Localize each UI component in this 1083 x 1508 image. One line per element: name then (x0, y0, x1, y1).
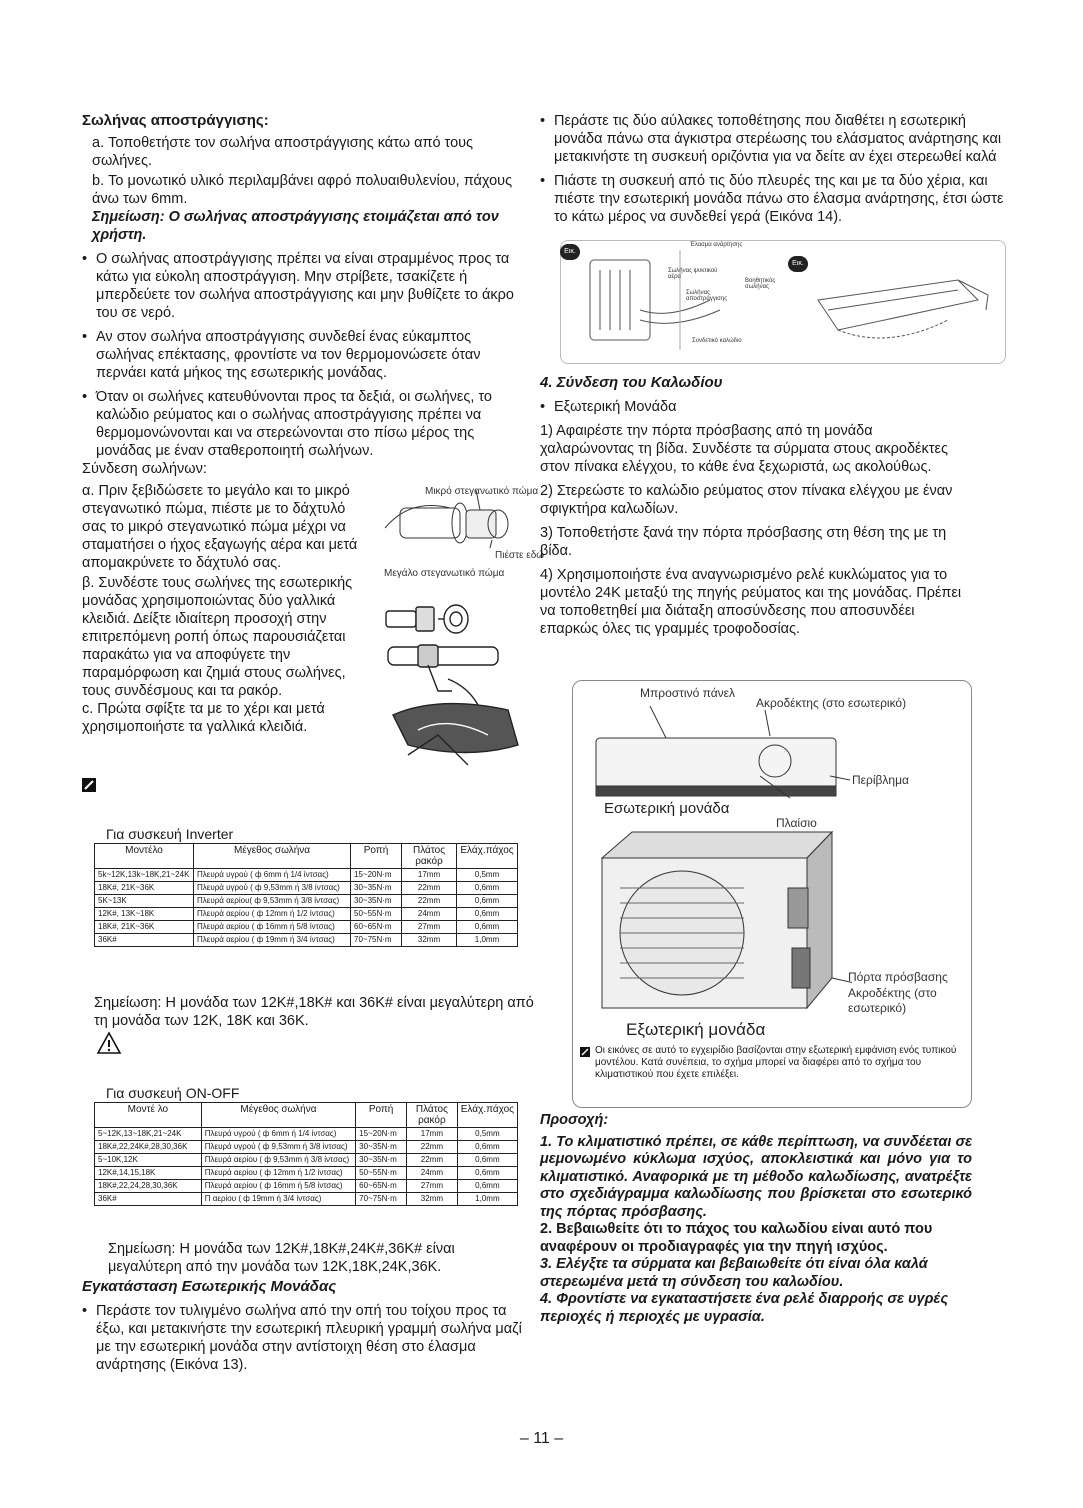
table-row (95, 921, 518, 934)
table-row (95, 869, 518, 882)
note-icon (82, 778, 96, 792)
cell: 0,6mm (457, 1167, 517, 1180)
outdoor-unit-drawing (592, 828, 852, 1018)
wrench-illustration (378, 595, 538, 770)
cell: 5k~12K,13k~18K,21~24K (95, 869, 194, 882)
caution-num-4: 4. (540, 1291, 553, 1307)
table-row (95, 895, 518, 908)
cell: 0,6mm (457, 908, 518, 921)
cell: 18K#, 21K~36K (95, 882, 194, 895)
caution-num-3: 3. (540, 1256, 553, 1272)
cell: Πλευρά αερίου ( ф 12mm ή 1/2 ίντσας) (194, 908, 351, 921)
cell: 24mm (407, 1167, 458, 1180)
pipe-step-a: α. Πριν ξεβιδώσετε το μεγάλο και το μικρό στεγανωτικό πώμα, πιέστε με το δάχτυλό σας το μικρό στεγανωτικό πώμα μέχρι να σταματήσει ο ήχος εξαγωγής αέρα και μετά απομακρύνετε το δάχτυλό σας. (82, 483, 358, 571)
cell: 12K#,14,15,18K (95, 1167, 202, 1180)
cell: 22mm (407, 1141, 458, 1154)
fig13-label-1: Έλασμα ανάρτησης (690, 242, 743, 248)
table-row (95, 882, 518, 895)
cell: 18K#,22,24,28,30,36K (95, 1180, 202, 1193)
cell: 27mm (407, 1180, 458, 1193)
inverter-title: Για συσκευή Inverter (106, 826, 234, 842)
pipe-step-b: β. Συνδέστε τους σωλήνες της εσωτερικής μονάδας χρησιμοποιώντας δύο γαλλικά κλειδιά. Δείξτε ιδιαίτερη προσοχή στην επιτρεπόμενη ροπή όπως παρουσιάζεται παρακάτω για να αποφύγετε την παραμόρφωση και ζημιά στους σωλήνες, τους συνδέσμους και τα ρακόρ. (82, 575, 353, 699)
caution-text-1: Το κλιματιστικό πρέπει, σε κάθε περίπτωση, να συνδέεται σε μεμονωμένο κύκλωμα ισχύος, αποκλειστικά και μόνο για το κλιματιστικό. Αναφορικά με τη μέθοδο καλωδίωσης, ανατρέξτε στο σχεδιάγραμμα καλωδίωσης που βρίσκεται στο εσωτερικό της πόρτας πρόσβασης. (540, 1133, 973, 1220)
label-small-cap: Μικρό στεγανωτικό πώμα (425, 486, 539, 497)
cell: Πλευρά αερίου ( ф 16mm ή 5/8 ίντσας) (201, 1180, 355, 1193)
caution-item-1 (540, 1134, 972, 1222)
drain-bullet-2: • Αν στον σωλήνα αποστράγγισης συνδεθεί ένας εύκαμπτος σωλήνας επέκτασης, φροντίστε να τον θερμομονώσετε όταν περνάει κατά μήκος της εσωτερικής μονάδας. (82, 328, 522, 382)
drain-item-b: b. Το μονωτικό υλικό περιλαμβάνει αφρό πολυαιθυλενίου, πάχους άνω των 6mm. (92, 173, 513, 207)
cable-step-1: 1) Αφαιρέστε την πόρτα πρόσβασης από τη μονάδα χαλαρώνοντας τη βίδα. Συνδέστε τα σύρματα στους ακροδέκτες στον πίνακα ελέγχου, το κάθε ένα ξεχωριστά, ως ακολούθως. (540, 423, 948, 475)
caution-item-3 (540, 1256, 972, 1291)
cell: Πλευρά αερίου( ф 9,53mm ή 3/8 ίντσας) (194, 895, 351, 908)
cell: 17mm (402, 869, 457, 882)
table-row (95, 934, 518, 947)
label-casing: Περίβλημα (852, 773, 909, 787)
cell: 5~10K,12K (95, 1154, 202, 1167)
cell: Πλευρά υγρού ( ф 9,53mm ή 3/8 ίντσας) (194, 882, 351, 895)
label-frame: Πλαίσιο (776, 816, 817, 830)
table-row (95, 908, 518, 921)
label-large-cap: Μεγάλο στεγανωτικό πώμα (384, 568, 505, 579)
drain-note: Σημείωση: Ο σωλήνας αποστράγγισης ετοιμάζεται από τον χρήστη. (92, 209, 499, 243)
cell: Πλευρά υγρού ( ф 9,53mm ή 3/8 ίντσας) (201, 1141, 355, 1154)
cell: 1,0mm (457, 1193, 517, 1206)
table-row (95, 1180, 518, 1193)
inverter-col-model: Μοντέλο (95, 844, 194, 869)
cell: 5K~13K (95, 895, 194, 908)
fig13-label-3: Σωλήνας αποστράγγισης (686, 290, 728, 302)
cell: Πλευρά υγρού ( ф 6mm ή 1/4 ίντσας) (194, 869, 351, 882)
caution-num-1: 1. (540, 1133, 553, 1150)
cell: 32mm (407, 1193, 458, 1206)
outdoor-unit-bullet: • Εξωτερική Μονάδα (540, 398, 970, 416)
cell: 36K# (95, 1193, 202, 1206)
cell: 70~75N·m (351, 934, 402, 947)
fig13-label-2: Σωλήνας ψυκτικού αέρα (668, 268, 718, 280)
fig13-label-5: Συνδετικό καλώδιο (692, 338, 742, 344)
cell: 0,5mm (457, 1128, 517, 1141)
warning-icon (96, 1031, 122, 1055)
cell: 50~55N·m (351, 908, 402, 921)
cell: Π αερίου ( ф 19mm ή 3/4 ίντσας) (201, 1193, 355, 1206)
cell: 30~35N·m (351, 882, 402, 895)
inverter-table (94, 843, 518, 947)
inverter-header-row (95, 844, 518, 869)
cell: 15~20N·m (356, 1128, 407, 1141)
fig14-tag: Εικ. 14 (788, 256, 808, 272)
table-row (95, 1141, 518, 1154)
cell: 0,6mm (457, 1154, 517, 1167)
cell: 0,6mm (457, 1141, 517, 1154)
cell: 18K#, 21K~36K (95, 921, 194, 934)
caution-text-2: Βεβαιωθείτε ότι το πάχος του καλωδίου είναι αυτό που αναφέρουν οι προδιαγραφές για την πηγή ισχύος. (540, 1221, 933, 1255)
cell: 36K# (95, 934, 194, 947)
cable-step-4: 4) Χρησιμοποιήστε ένα αναγνωρισμένο ρελέ κυκλώματος για το μοντέλο 24K μεταξύ της πηγής ρεύματος και της μονάδας. Πρέπει να τοποθετηθεί μια διάταξη αποσύνδεσης που αποσυνδέει επαρκώς όλες τις γραμμές τροφοδοσίας. (540, 567, 962, 637)
onoff-col-model: Μοντέ λο (95, 1103, 202, 1128)
cell: 50~55N·m (356, 1167, 407, 1180)
caution-text-3: Ελέγξτε τα σύρματα και βεβαιωθείτε ότι είναι όλα καλά στερεωμένα μετά τη σύνδεση του καλωδίου. (540, 1256, 928, 1290)
cell: 30~35N·m (356, 1141, 407, 1154)
cell: 5~12K,13~18K,21~24K (95, 1128, 202, 1141)
caution-heading: Προσοχή: (540, 1112, 609, 1128)
drain-bullet-3: • Όταν οι σωλήνες κατευθύνονται προς τα δεξιά, οι σωλήνες, το καλώδιο ρεύματος και ο σωλήνας αποστράγγισης πρέπει να θερμομονώνονται και να στερεώνονται στο πίσω μέρος της μονάδας με έναν σταθεροποιητή σωλήνων. (82, 388, 522, 460)
label-indoor-unit: Εσωτερική μονάδα (604, 800, 730, 817)
cable-step-2: 2) Στερεώστε το καλώδιο ρεύματος στον πίνακα ελέγχου με έναν σφιγκτήρα καλωδίων. (540, 483, 953, 517)
label-front-panel: Μπροστινό πάνελ (640, 686, 735, 700)
cell: 30~35N·m (351, 895, 402, 908)
cell: 15~20N·m (351, 869, 402, 882)
pipe-step-c: c. Πρώτα σφίξτε τα με το χέρι και μετά χρησιμοποιήστε τα γαλλικά κλειδιά. (82, 701, 325, 735)
label-outdoor-unit: Εξωτερική μονάδα (626, 1020, 766, 1039)
cell: 24mm (402, 908, 457, 921)
pipe-connection-section (82, 460, 372, 736)
cell: Πλευρά υγρού ( ф 6mm ή 1/4 ίντσας) (201, 1128, 355, 1141)
drain-item-a: a. Τοποθετήστε τον σωλήνα αποστράγγισης κάτω από τους σωλήνες. (92, 135, 474, 169)
cell: 22mm (402, 895, 457, 908)
cell: 18K#,22,24K#,28,30,36K (95, 1141, 202, 1154)
cell: Πλευρά αερίου ( ф 9,53mm ή 3/8 ίντσας) (201, 1154, 355, 1167)
onoff-col-width: Πλάτος ρακόρ (407, 1103, 458, 1128)
indoor-install-section (82, 1278, 522, 1374)
table-row (95, 1193, 518, 1206)
cell: 70~75N·m (356, 1193, 407, 1206)
table-row (95, 1128, 518, 1141)
onoff-col-torque: Ροπή (356, 1103, 407, 1128)
diagram-note: Οι εικόνες σε αυτό το εγχειρίδιο βασίζονται στην εξωτερική εμφάνιση ενός τυπικού μοντέλου. Κατά συνέπεια, το σχήμα μπορεί να διαφέρει από το σχήμα του κλιματιστικού που έχετε επιλέξει. (595, 1045, 957, 1080)
label-press-here: Πιέστε εδώ (495, 550, 545, 561)
caution-num-2: 2. (540, 1221, 553, 1237)
inverter-col-width: Πλάτος ρακόρ (402, 844, 457, 869)
label-access-door: Πόρτα πρόσβασης (848, 970, 948, 984)
cable-section (540, 374, 970, 638)
drain-bullet-1: • Ο σωλήνας αποστράγγισης πρέπει να είναι στραμμένος προς τα κάτω για εύκολη αποστράγγιση. Μην στρίβετε, τσακίζετε ή μπερδεύετε τον σωλήνα αποστράγγισης και μην βυθίζετε το άκρο του σε νερό. (82, 250, 522, 322)
cell: 0,6mm (457, 921, 518, 934)
cell: Πλευρά αερίου ( ф 19mm ή 3/4 ίντσας) (194, 934, 351, 947)
cell: 60~65N·m (351, 921, 402, 934)
cell: 60~65N·m (356, 1180, 407, 1193)
cell: 22mm (407, 1154, 458, 1167)
inverter-col-torque: Ροπή (351, 844, 402, 869)
page-number: – 11 – (519, 1430, 564, 1447)
caution-item-2 (540, 1221, 972, 1256)
cable-heading: 4. Σύνδεση του Καλωδίου (540, 374, 723, 391)
indoor-install-bullet-1: • Περάστε τον τυλιγμένο σωλήνα από την οπή του τοίχου προς τα έξω, και μετακινήστε την εσωτερική πλευρική γραμμή σωλήνα μαζί με την εσωτερική μονάδα στην αντίστοιχη θέση στο έλασμα ανάρτησης (Εικόνα 13). (82, 1302, 522, 1374)
onoff-header-row (95, 1103, 518, 1128)
indoor-install-heading: Εγκατάσταση Εσωτερικής Μονάδας (82, 1278, 337, 1295)
cable-step-3: 3) Τοποθετήστε ξανά την πόρτα πρόσβασης στη θέση της με τη βίδα. (540, 525, 947, 559)
mount-bullet-1: • Περάστε τις δύο αύλακες τοποθέτησης που διαθέτει η εσωτερική μονάδα πάνω στα άγκιστρα στερέωσης του ελάσματος ανάρτησης και μετακινήστε τη συσκευή οριζόντια για να δείτε αν έχει στερεωθεί καλά (540, 112, 1005, 166)
cell: 30~35N·m (356, 1154, 407, 1167)
onoff-col-size: Μέγεθος σωλήνα (201, 1103, 355, 1128)
diagram-note-icon (580, 1047, 590, 1057)
cell: 32mm (402, 934, 457, 947)
label-terminal-inside: Ακροδέκτης (στο εσωτερικό) (756, 696, 907, 710)
inverter-col-thickness: Ελάχ.πάχος (457, 844, 518, 869)
caution-section (540, 1112, 972, 1326)
onoff-table (94, 1102, 518, 1206)
onoff-title: Για συσκευή ON-OFF (106, 1085, 240, 1101)
cell: Πλευρά αερίου ( ф 12mm ή 1/2 ίντσας) (201, 1167, 355, 1180)
cell: 1,0mm (457, 934, 518, 947)
caution-item-4 (540, 1291, 972, 1326)
onoff-col-thickness: Ελάχ.πάχος (457, 1103, 517, 1128)
inverter-col-size: Μέγεθος σωλήνα (194, 844, 351, 869)
label-terminal-inside-2: Ακροδέκτης (στο εσωτερικό) (848, 986, 937, 1015)
fig13-tag: Εικ. 13 (560, 244, 580, 260)
table-row (95, 1167, 518, 1180)
cell: 12K#, 13K~18K (95, 908, 194, 921)
table-row (95, 1154, 518, 1167)
caution-text-4: Φροντίστε να εγκαταστήσετε ένα ρελέ διαρροής σε υγρές περιοχές ή περιοχές με υγρασία. (540, 1291, 949, 1325)
mount-bullet-2: • Πιάστε τη συσκευή από τις δύο πλευρές της και με τα δύο χέρια, και πιέστε την εσωτερική μονάδα πάνω στο έλασμα ανάρτησης, έτσι ώστε το κάτω μέρος να συνδεθεί γερά (Εικόνα 14). (540, 172, 1005, 226)
inverter-note: Σημείωση: Η μονάδα των 12K#,18K# και 36K# είναι μεγαλύτερη από τη μονάδα των 12K, 18K και 36K. (94, 995, 534, 1029)
fig14-drawing (808, 260, 998, 350)
cell: 17mm (407, 1128, 458, 1141)
fig13-drawing (580, 250, 780, 360)
cell: 0,6mm (457, 895, 518, 908)
right-column-top (540, 112, 1005, 226)
cell: Πλευρά αερίου ( ф 16mm ή 5/8 ίντσας) (194, 921, 351, 934)
cell: 22mm (402, 882, 457, 895)
cell: 0,6mm (457, 1180, 517, 1193)
cell: 27mm (402, 921, 457, 934)
pipe-heading: Σύνδεση σωλήνων: (82, 461, 207, 477)
cell: 0,5mm (457, 869, 518, 882)
cell: 0,6mm (457, 882, 518, 895)
left-column (82, 112, 522, 460)
onoff-note: Σημείωση: Η μονάδα των 12K#,18K#,24K#,36K# είναι μεγαλύτερη από την μονάδα των 12K,18K,24K,36K. (108, 1241, 455, 1275)
fig13-label-4: Βοηθητικός σωλήνας (745, 278, 776, 290)
drain-heading: Σωλήνας αποστράγγισης: (82, 112, 269, 129)
